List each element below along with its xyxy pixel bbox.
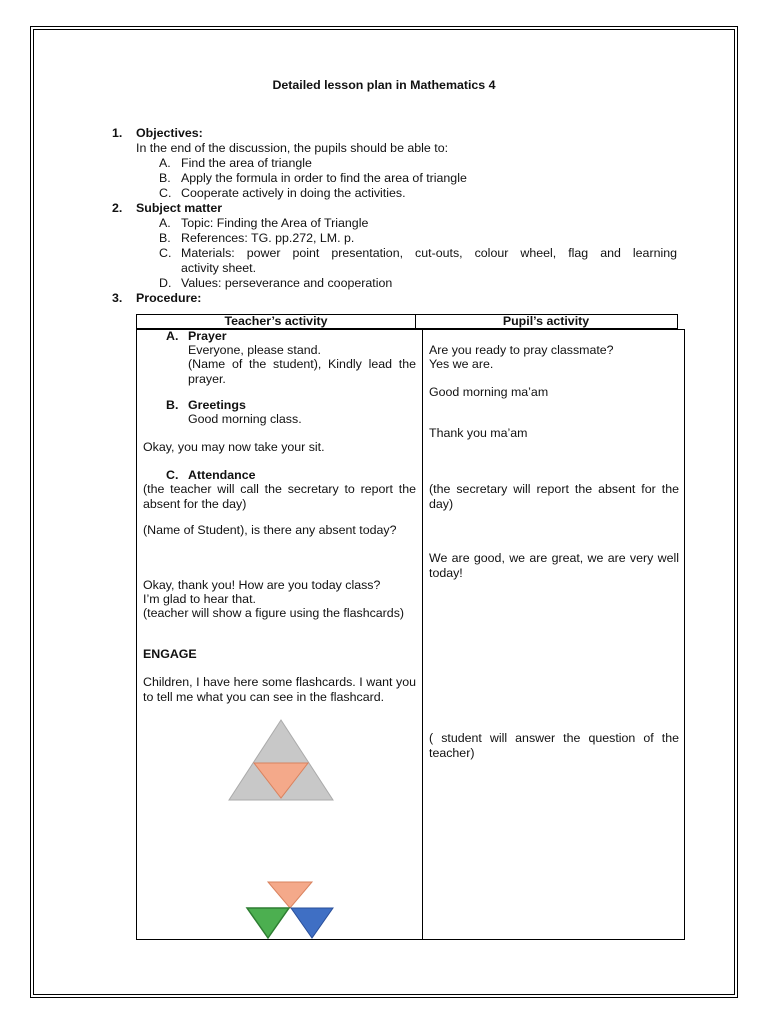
subject-item-continued: activity sheet. <box>181 261 257 275</box>
attendance-heading: Attendance <box>188 468 256 482</box>
engage-heading: ENGAGE <box>143 647 197 661</box>
objectives-heading: Objectives: <box>136 126 203 140</box>
prayer-heading: Prayer <box>188 329 227 343</box>
attendance-letter: C. <box>166 468 179 482</box>
subject-letter: C. <box>159 246 172 260</box>
subject-item: Topic: Finding the Area of Triangle <box>181 216 369 230</box>
pupil-pray-question: Are you ready to pray classmate? <box>429 343 614 357</box>
procedure-heading: Procedure: <box>136 291 202 305</box>
objectives-intro: In the end of the discussion, the pupils should be able to: <box>136 141 449 155</box>
salmon-triangle-shape <box>268 882 312 908</box>
document-title: Detailed lesson plan in Mathematics 4 <box>272 78 496 92</box>
thanks-line: I’m glad to hear that. <box>143 592 256 606</box>
objective-letter: C. <box>159 186 172 200</box>
objective-item: Find the area of triangle <box>181 156 312 170</box>
subject-letter: A. <box>159 216 171 230</box>
pupil-answer-question: ( student will answer the question of the teacher) <box>429 731 679 760</box>
activity-table <box>136 329 685 940</box>
sit-line: Okay, you may now take your sit. <box>143 440 325 454</box>
subject-item: References: TG. pp.272, LM. p. <box>181 231 355 245</box>
attendance-text: (the teacher will call the secretary to report the absent for the day) <box>143 482 416 511</box>
prayer-line: Everyone, please stand. <box>188 343 321 357</box>
subject-item: Values: perseverance and cooperation <box>181 276 393 290</box>
greetings-heading: Greetings <box>188 398 246 412</box>
thanks-line: (teacher will show a figure using the flashcards) <box>143 606 405 620</box>
colored-triangles-figure <box>244 880 336 942</box>
pupil-greeting-reply: Good morning ma’am <box>429 385 549 399</box>
objective-letter: A. <box>159 156 171 170</box>
green-triangle-shape <box>247 908 289 938</box>
thanks-line: Okay, thank you! How are you today class? <box>143 578 381 592</box>
pupil-secretary-report: (the secretary will report the absent for the day) <box>429 482 679 511</box>
pupil-pray-answer: Yes we are. <box>429 357 494 371</box>
subject-letter: B. <box>159 231 171 245</box>
section-number-procedure: 3. <box>112 291 123 305</box>
prayer-letter: A. <box>166 329 179 343</box>
objective-letter: B. <box>159 171 171 185</box>
engage-text: Children, I have here some flashcards. I want you to tell me what you can see in the flashcard. <box>143 675 416 704</box>
subject-item: Materials: power point presentation, cut-outs, colour wheel, flag and learning <box>181 246 677 260</box>
greetings-letter: B. <box>166 398 179 412</box>
objective-item: Apply the formula in order to find the area of triangle <box>181 171 467 185</box>
section-number-subject-matter: 2. <box>112 201 123 215</box>
column-header-pupil: Pupil’s activity <box>502 314 590 328</box>
table-column-divider <box>422 330 423 939</box>
blue-triangle-shape <box>291 908 333 938</box>
greetings-line: Good morning class. <box>188 412 302 426</box>
objective-item: Cooperate actively in doing the activities. <box>181 186 406 200</box>
subject-matter-heading: Subject matter <box>136 201 223 215</box>
triangle-flashcard-figure <box>226 718 336 802</box>
prayer-line: (Name of the student), Kindly lead the prayer. <box>188 357 416 386</box>
subject-letter: D. <box>159 276 172 290</box>
table-header-row <box>136 314 678 329</box>
pupil-feeling-reply: We are good, we are great, we are very well today! <box>429 551 679 580</box>
column-header-teacher: Teacher’s activity <box>224 314 328 328</box>
absent-question: (Name of Student), is there any absent today? <box>143 523 397 537</box>
pupil-thanks-reply: Thank you ma’am <box>429 426 528 440</box>
section-number-objectives: 1. <box>112 126 123 140</box>
